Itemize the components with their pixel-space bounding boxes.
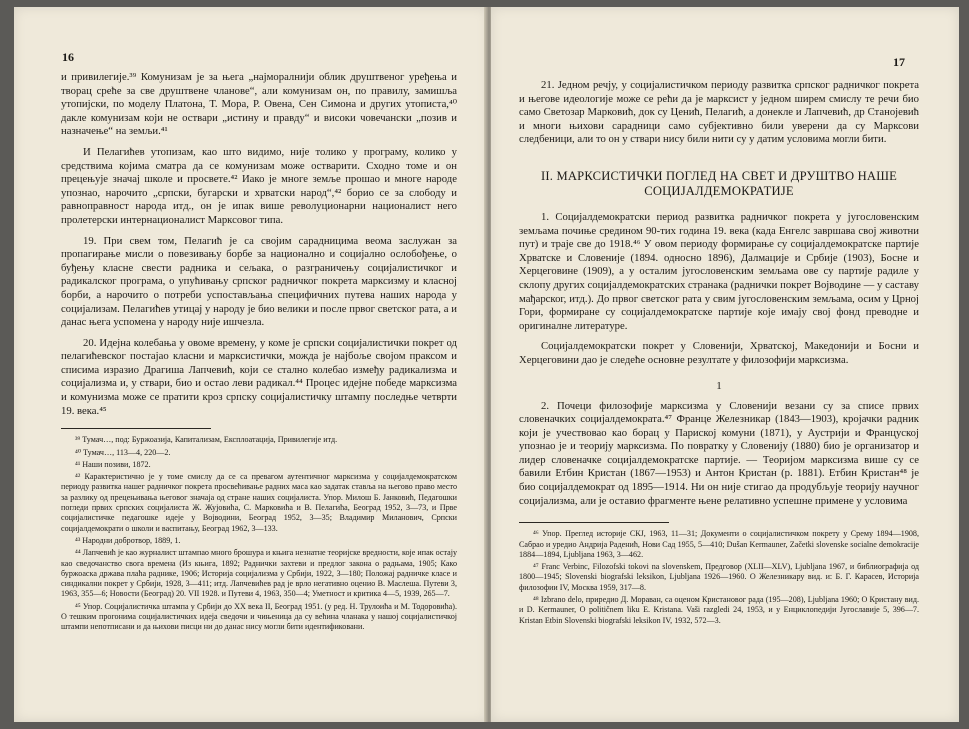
paragraph: и привилегије.³⁹ Комунизам је за њега „најморалнији облик друштвеног уређења и творац среће за све друштвене чланове“, али комунизам он, по правилу, замишља утопијски, по моделу Платона, Т. Мора, Р. Овена, Сен Симона и других утописта,⁴⁰ дакле комунизам који не оствари „истину и правду“ и високи човечански „позив и назначење“ на земљи.⁴¹: [61, 71, 457, 138]
paragraph: 21. Једном речју, у социјалистичком периоду развитка српског радничког покрета и његове идеологије може се рећи да је марксист у једном ширем смислу те речи био само Светозар Марковић, док су Ценић, Пелагић, а донекле и Лапчевић, др Станојевић и многи њихови сарадници само субјективно били уверени да су Марксови следбеници, али то он у ствари нису били нити су у датим условима могли бити.: [519, 79, 919, 146]
footnote: ⁴⁶ Упор. Преглед историје СКЈ, 1963, 11—31; Документи о социјалистичком покрету у Срему 1894—1908, Сабрао и уредио Андрија Раденић, Нови Сад 1955, 5—410; Dušan Kermauner, Začetki slovenske socialne demokracije 1884—1894, Ljubljana 1963, 3—462.: [519, 529, 919, 559]
paragraph: 20. Идејна колебања у овоме времену, у коме је српски социјалистички покрет од пелагићевског постајао класни и марксистички, можда је најбоље својом праксом и списима изразио Драгиша Лапчевић, који се стално колебао између радикализма и социјализма и, у ствари, био и остао леви радикал.⁴⁴ Процес идејне победе марксизма и комунизма може се пратити кроз српску социјалистичку штампу последње четврти 19. века.⁴⁵: [61, 336, 457, 417]
chapter-title: II. МАРКСИСТИЧКИ ПОГЛЕД НА СВЕТ И ДРУШТВО НАШЕ СОЦИЈАЛДЕМОКРАТИЈЕ: [540, 168, 897, 198]
footnote: ⁴³ Народни добротвор, 1889, 1.: [75, 535, 181, 545]
section-number: 1: [716, 379, 722, 392]
footnote: ⁴⁴ Лапчевић је као журналист штампао много брошура и књига незнатне теоријске вредности, које ипак остају као сведочанство свога времена (Из књига, 1892; Раднички захтеви и предлог закона о радњама, 1905; Како буржоаска држава плаћа раднике, 1906; Историја социјализма у Србији, 1922, 3—180; Положај радничке класе и синдикални покрет у Србији, 1928, 3—411; итд. Лапчевићев рад је врло негативно оценио В. Маслеша. Путеви 3, 1963, 355—6; Новости (Београд) 20. VII 1928. и Путеви 4, 1963, 350—4; Уметност и критика 4—5, 1939, 265—7.: [61, 548, 457, 599]
footnote: ⁴⁷ Franc Verbinc, Filozofski tokovi na slovenskem, Предговор (XLII—XLV), Ljubljana 1967, и библиографија од 1800—1945; Slovenski biografski leksikon, Ljubljana 1926—1960. О Железникару вид. и: Б. Г. Карасев, Историја филозофии IV, Москва 1959, 317—8.: [519, 562, 919, 592]
footnote: ⁴⁸ Izbrano delo, приредио Д. Мораван, са оценом Кристановог рада (195—208), Ljubljana 1960; О Кристану вид. и D. Kermauner, O političnem liku E. Kristana. Vaši razgledi 24, 1953, и у Енциклопедији Југославије 5, 396—7. Kristan Etbin Slovenski biografski leksikon IV, 1932, 572—3.: [519, 595, 919, 625]
page-number-left: 16: [62, 50, 74, 64]
left-page: [14, 7, 488, 722]
footnote-divider: [519, 522, 669, 523]
left-page-body: [61, 71, 457, 635]
page-number-right: 17: [893, 55, 905, 69]
paragraph: Социјалдемократски покрет у Словенији, Хрватској, Македонији и Босни и Херцеговини дао је следеће основне резултате у филозофији марксизма.: [519, 340, 919, 366]
footnote-divider: [61, 428, 211, 429]
footnote: ⁴⁰ Тумач…, 113—4, 220—2.: [75, 447, 171, 457]
paragraph: 19. При свем том, Пелагић је са својим сарадницима веома заслужан за пропагирање мисли о повезивању борбе за национално и социјално ослобођење, о буђењу класне свести радника и сељака, о разграничењу социјалистичког и радикалског програма, о упућивању српског радничког покрета марксизму и класној борби, а нарочито о потреби успостављања специфичних путева наших народа у социјализам. Пелагићев утицај у народу је био велики и после првог светског рата, а и данас њега успомена у народу није ишчезла.: [61, 234, 457, 329]
paragraph: 1. Социјалдемократски период развитка радничког покрета у југословенским земљама почиње средином 90-тих година 19. века (када Енгелс завршава свој животни пут) и траје све до 1918.⁴⁶ У овом периоду формирање су социјалдемократске партије Хрватске и Словеније (1894. односно 1896), Далмације и Србије (1903), Босне и Херцеговине (1909), а у осталим југословенским земљама ове су партије радиле у склопу других социјалдемократских странака (раднички покрет Војводине — у саставу мађарског, итд.). До првог светског рата у свим југословенским земљама, осим у Црној Гори, формиране су социјалдемократске партије које имају свој фонд преводне и оригиналне литературе.: [519, 210, 919, 332]
paragraph: 2. Почеци филозофије марксизма у Словенији везани су за списе првих словеначких социјалдемократа.⁴⁷ Франце Железникар (1843—1903), кројачки радник који је учествовао као борац у Париској комуни (1871), у Аустрији и Француској упознао је и теорију марксизма. По повратку у Словенију (1880) био је организатор и лидер словеначке социјалдемократске партије. — Теоријом марксизма више су се бавили Етбин Кристан (1867—1953) и Антон Кристан (р. 1881). Етбин Кристан⁴⁸ је био социјалдемократ од 1895—1914. Ни он није стигао да продубљује теорију научног социјализма, али је оставио фрагменте њене релативно успешне примене у условима: [519, 399, 919, 507]
right-page: [491, 7, 959, 722]
footnote: ⁴⁵ Упор. Социјалистичка штампа у Србији до XX века II, Београд 1951. (у ред. Н. Трулоића и М. Тодоровића). О тешким прогонима социјалистичких идеја сведочи и чињеница да су већина чланака у нашој социјалистичкој штампи непотписани и да њихови писци ни до данас нису могли бити идентификовани.: [61, 601, 457, 632]
footnote: ⁴¹ Наши позиви, 1872.: [75, 459, 151, 469]
paragraph: И Пелагићев утопизам, као што видимо, није толико у програму, колико у средствима којима сматра да се комунизам може остварити. Сходно томе и он прецењује значај школе и просвете.⁴² Иако је многе земље прошао и многе народе упознао, нарочито „српски, бугарски и хрватски народ“,⁴² борио се за слободу и равноправност народа итд., он је ипак више револуционарни националист него пролетерски интернационалист Марксовог типа.: [61, 145, 457, 226]
footnote: ³⁹ Тумач…, под: Буржоазија, Капитализам, Експлоатација, Привилегије итд.: [75, 435, 338, 445]
right-page-body: [519, 79, 919, 628]
footnote: ⁴² Карактеристично је у томе смислу да се са превагом аутентичног марксизма у социјалдемократском периоду развитка нашег радничког покрета просвећивање радних маса као задатак ставља на његово право место за разлику од прецењивања његовог значаја од стране наших социјалиста. Упор. Милош Б. Јанковић, Педагошки погледи првих српских социјалиста Ж. Жујовића, С. Марковића и В. Пелагића, Београд 1952, 3—73, и Прве социјалистичке педагошке идеје у Војводини, Београд 1952, 3—35; Владимир Миланович, Српски социјалдемократи о школи и васпитању, Београд 1962, 3—133.: [61, 472, 457, 533]
